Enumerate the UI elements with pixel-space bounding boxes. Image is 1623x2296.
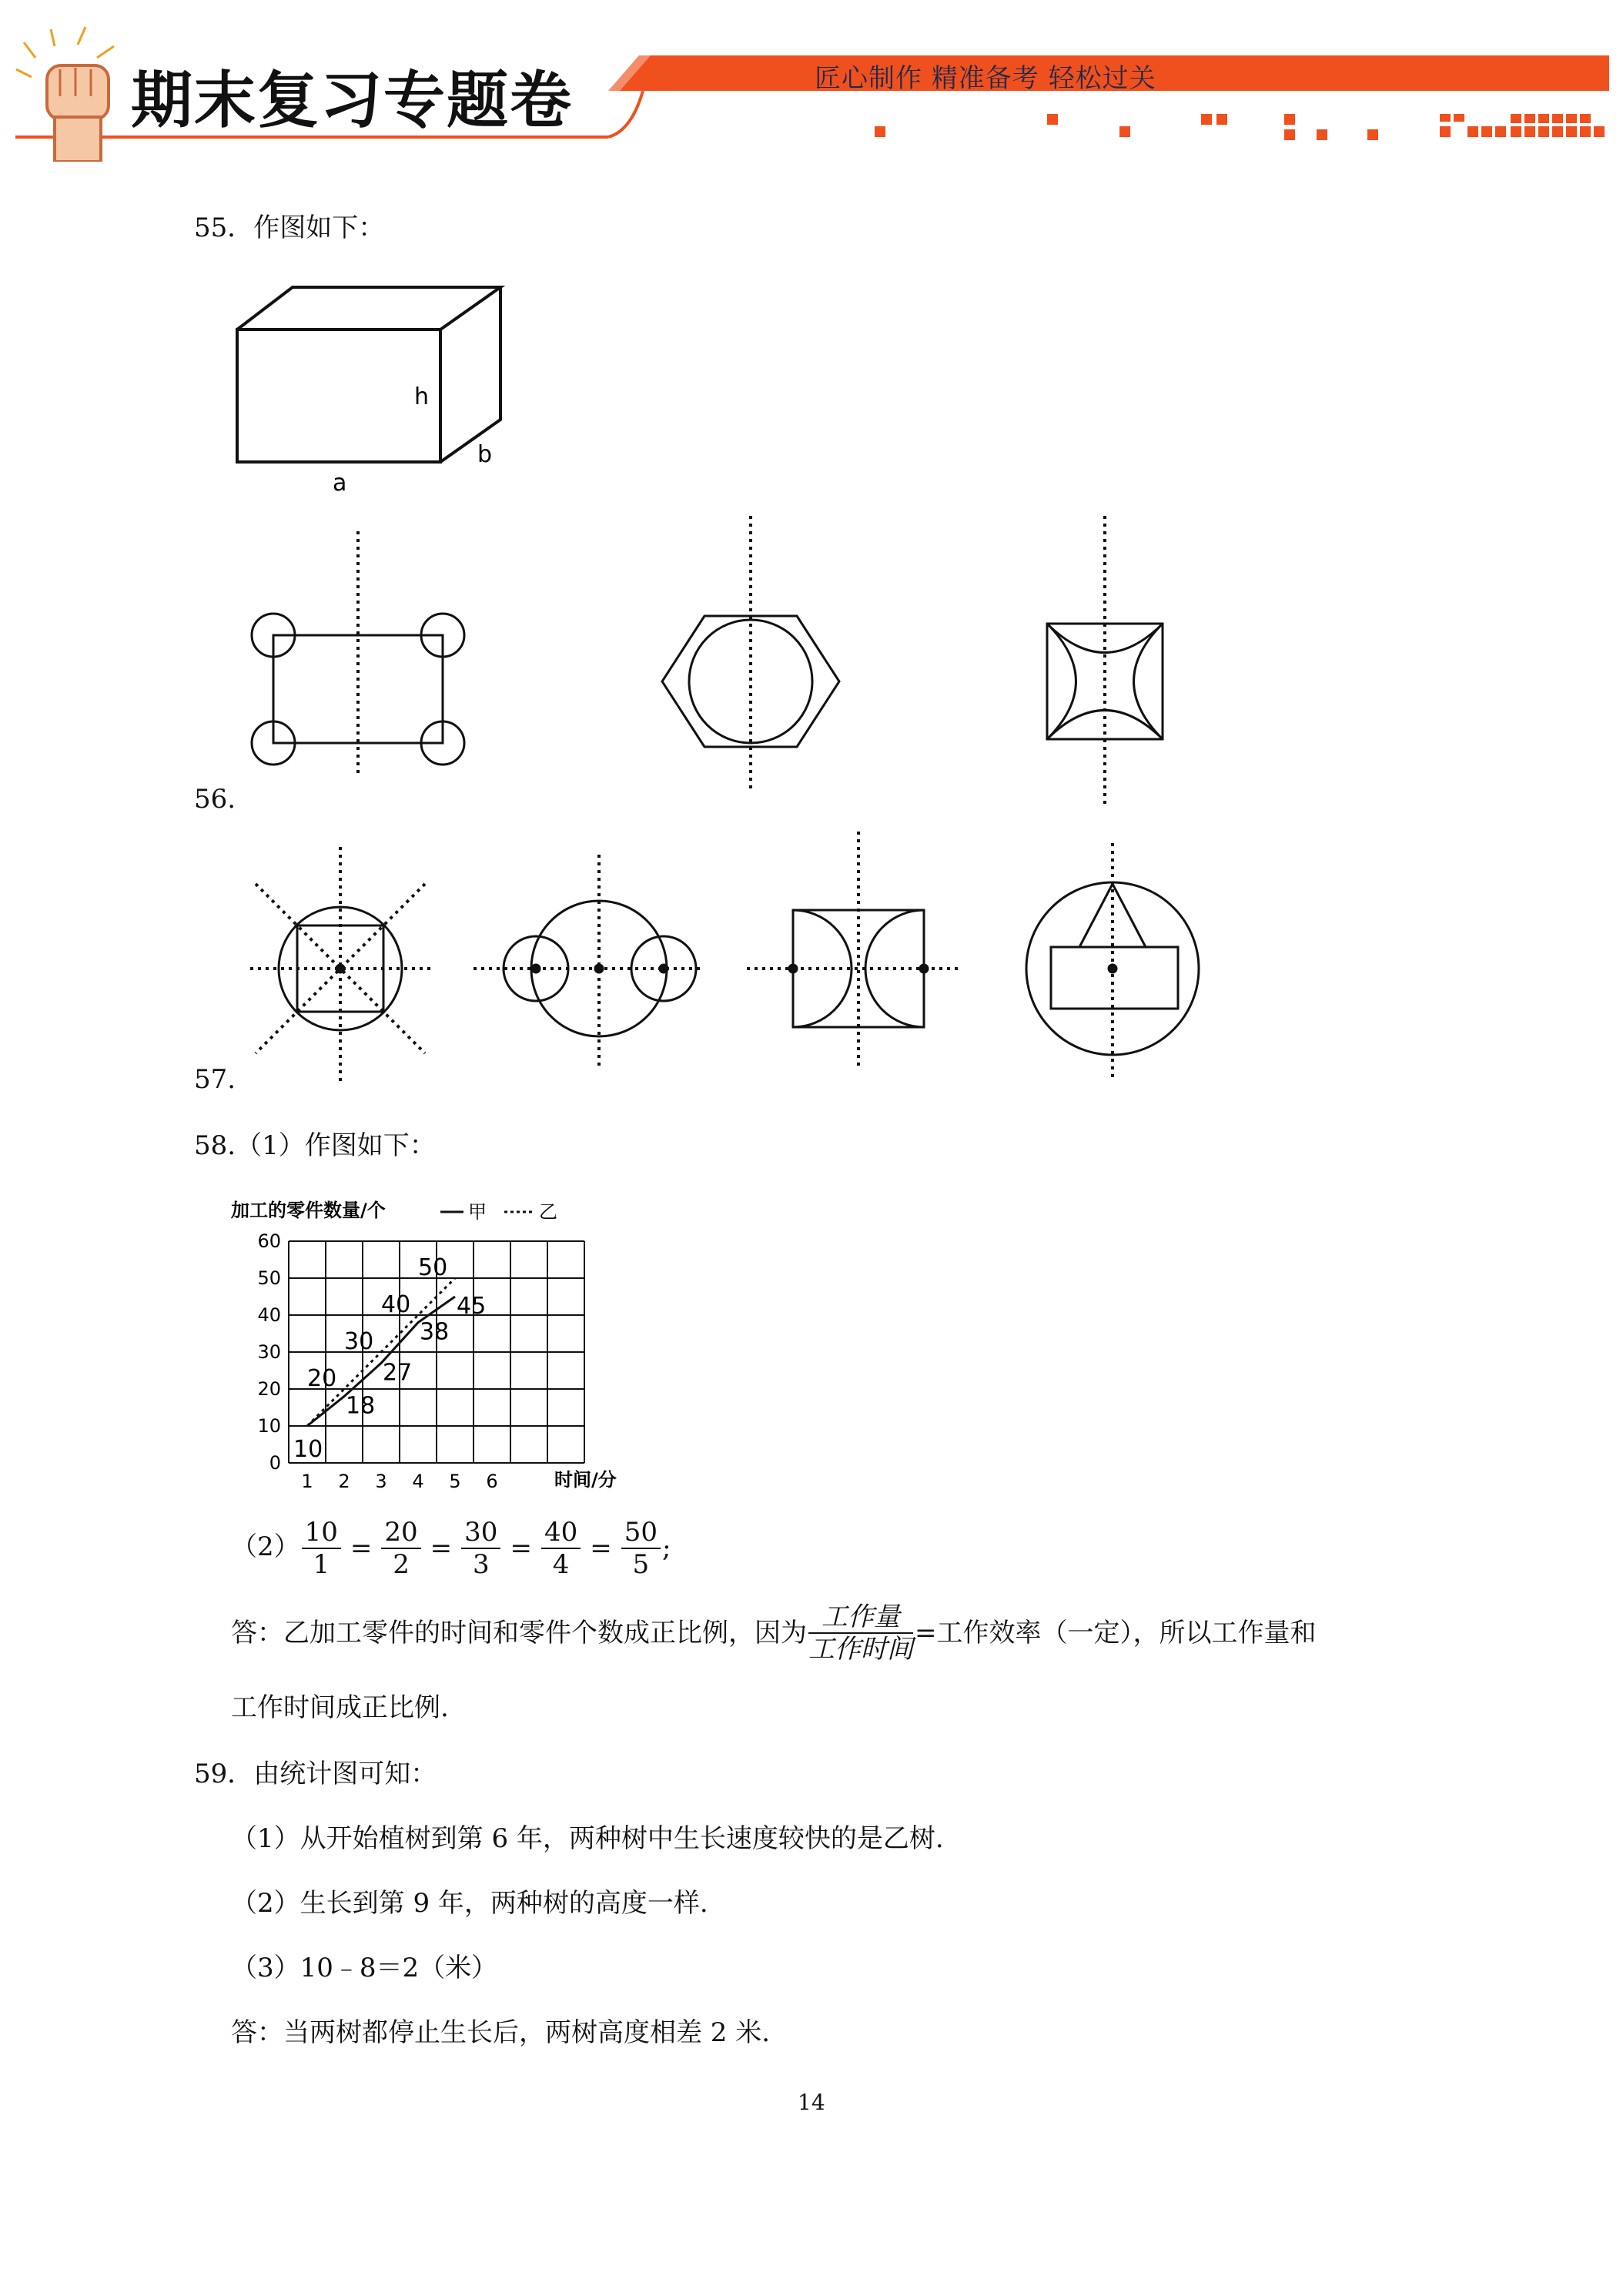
fraction-denominator: 5	[632, 1549, 650, 1580]
q55-label: 55．作图如下：	[194, 213, 385, 243]
y-tick-label: 60	[257, 1230, 281, 1252]
work-efficiency-fraction	[808, 1602, 913, 1665]
cuboid-label-b: b	[477, 441, 493, 468]
x-tick-label: 2	[338, 1471, 350, 1492]
data-label: 50	[418, 1254, 448, 1281]
equals-sign: =	[430, 1533, 453, 1564]
q59-line-2: （2）生长到第 9 年，两种树的高度一样.	[231, 1888, 708, 1919]
page-header	[0, 0, 1623, 154]
fraction-denominator: 2	[393, 1549, 410, 1580]
fraction-numerator: 40	[541, 1517, 581, 1549]
chart-x-axis-label: 时间/分	[554, 1469, 617, 1491]
fraction-denominator: 1	[313, 1549, 330, 1580]
q57-label: 57.	[194, 1064, 236, 1095]
fraction-denominator: 3	[472, 1549, 490, 1580]
q59-line-4: 答：当两树都停止生长后，两树高度相差 2 米.	[231, 2017, 771, 2048]
fraction	[381, 1517, 420, 1580]
x-tick-label: 5	[449, 1471, 461, 1492]
y-tick-label: 20	[257, 1378, 281, 1400]
data-label: 10	[293, 1436, 323, 1463]
data-label: 45	[457, 1293, 487, 1320]
equals-sign: =	[510, 1533, 532, 1564]
y-tick-label: 40	[257, 1304, 281, 1326]
chart-y-axis-label: 加工的零件数量/个	[231, 1200, 386, 1221]
data-label: 20	[307, 1365, 337, 1392]
y-tick-label: 10	[257, 1415, 281, 1437]
x-tick-label: 4	[412, 1471, 424, 1492]
fist-logo-icon	[12, 23, 128, 162]
chart-legend	[440, 1201, 557, 1223]
q58-part2	[231, 1517, 671, 1580]
x-tick-label: 1	[301, 1471, 313, 1492]
cuboid-label-a: a	[333, 470, 347, 497]
fraction	[302, 1517, 341, 1580]
q56-label: 56.	[194, 784, 236, 815]
fraction	[621, 1517, 661, 1580]
cuboid-figure	[223, 273, 531, 504]
q58-answer-line2: 工作时间成正比例.	[231, 1692, 449, 1723]
fraction-denominator: 4	[552, 1549, 570, 1580]
cuboid-label-h: h	[414, 383, 430, 410]
data-label: 27	[383, 1359, 413, 1387]
header-slogan: 匠心制作 精准备考 轻松过关	[815, 63, 1156, 94]
fraction-numerator: 工作量	[808, 1602, 913, 1634]
q59-line-3: （3）10﹣8＝2（米）	[231, 1953, 498, 1983]
q57-symmetry-figures	[239, 832, 1270, 1086]
q58-label: 58.（1）作图如下：	[194, 1130, 436, 1161]
data-label: 18	[346, 1392, 376, 1420]
fraction-numerator: 20	[381, 1517, 420, 1549]
equals-sign: =	[590, 1533, 612, 1564]
data-label: 30	[344, 1328, 374, 1355]
page-number: 14	[798, 2090, 825, 2115]
fraction	[541, 1517, 581, 1580]
x-tick-label: 3	[375, 1471, 387, 1492]
x-tick-label: 6	[486, 1471, 498, 1492]
q59-label: 59．由统计图可知：	[194, 1759, 437, 1789]
q59-line-1: （1）从开始植树到第 6 年，两种树中生长速度较快的是乙树.	[231, 1823, 944, 1854]
q58-line-chart	[223, 1193, 654, 1501]
equals-sign: =	[350, 1533, 373, 1564]
fraction	[461, 1517, 500, 1580]
fraction-chain	[300, 1517, 671, 1580]
fraction-numerator: 30	[461, 1517, 500, 1549]
data-label: 40	[381, 1291, 411, 1318]
fraction-numerator: 10	[302, 1517, 341, 1549]
y-tick-label: 30	[257, 1341, 281, 1363]
y-tick-label: 50	[257, 1267, 281, 1289]
legend-label: 乙	[539, 1201, 557, 1223]
fraction-numerator: 50	[621, 1517, 661, 1549]
y-tick-label: 0	[269, 1452, 281, 1474]
q56-symmetry-figures	[231, 508, 1263, 808]
chart-series	[293, 1254, 486, 1463]
q58-answer-line1	[231, 1602, 1317, 1665]
legend-label: 甲	[468, 1201, 487, 1223]
header-title: 期末复习专题卷	[131, 65, 573, 136]
q58-answer-prefix: 答：乙加工零件的时间和零件个数成正比例，因为	[231, 1618, 807, 1648]
data-label: 38	[420, 1318, 450, 1346]
q58-answer-suffix: =工作效率（一定），所以工作量和	[915, 1618, 1317, 1648]
fraction-denominator: 工作时间	[808, 1634, 913, 1665]
semicolon: ;	[661, 1533, 671, 1564]
q58-part2-prefix: （2）	[231, 1531, 300, 1562]
